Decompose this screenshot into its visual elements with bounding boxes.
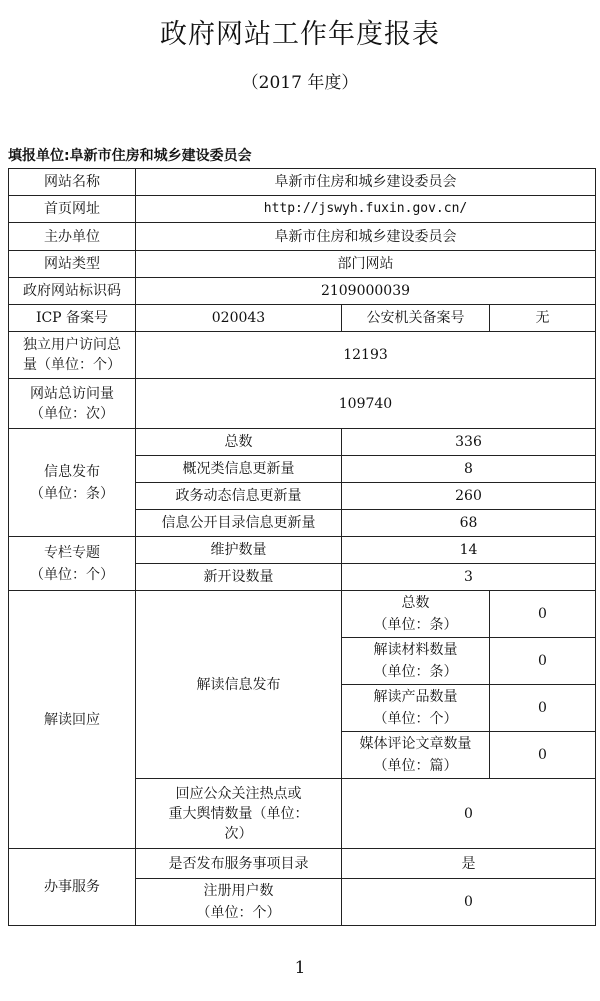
- info-overview-value: 8: [342, 456, 596, 483]
- home-url-value: http://jswyh.fuxin.gov.cn/: [136, 196, 596, 223]
- info-news-label: 政务动态信息更新量: [136, 483, 342, 510]
- info-total-label: 总数: [136, 429, 342, 456]
- organizer-value: 阜新市住房和城乡建设委员会: [136, 223, 596, 251]
- interpret-media-label: [342, 732, 490, 779]
- report-title: 政府网站工作年度报表: [160, 19, 440, 50]
- interpret-product-label-line: 解读产品数量: [373, 689, 458, 705]
- columns-maintained-value: 14: [342, 537, 596, 564]
- interpret-total-label: [342, 591, 490, 638]
- unique-visits-label-line: 量（单位：个）: [23, 357, 121, 373]
- police-record-label: 公安机关备案号: [342, 305, 490, 332]
- interpret-release-label: 解读信息发布: [136, 591, 342, 779]
- table-row: [9, 223, 596, 251]
- unique-visits-value: 12193: [136, 332, 596, 379]
- interpret-media-label-line: （单位：篇）: [373, 758, 458, 774]
- total-visits-label: [9, 379, 136, 429]
- service-catalog-label: 是否发布服务事项目录: [136, 849, 342, 879]
- unique-visits-label: [9, 332, 136, 379]
- site-id-label: 政府网站标识码: [9, 278, 136, 305]
- info-news-value: 260: [342, 483, 596, 510]
- filler-label: 填报单位:: [8, 148, 70, 164]
- columns-new-value: 3: [342, 564, 596, 591]
- columns-label: [9, 537, 136, 591]
- home-url-label: 首页网址: [9, 196, 136, 223]
- table-row: [9, 849, 596, 879]
- response-label-line: 次）: [224, 825, 253, 842]
- interpret-media-value: 0: [490, 732, 596, 779]
- interpret-total-value: 0: [490, 591, 596, 638]
- police-record-value: 无: [490, 305, 596, 332]
- columns-label-line: 专栏专题: [44, 544, 100, 561]
- registered-users-label-line: （单位：个）: [196, 905, 281, 921]
- info-release-label: [9, 429, 136, 537]
- info-overview-label: 概况类信息更新量: [136, 456, 342, 483]
- total-visits-label-line: 网站总访问量: [30, 385, 114, 402]
- filler-value: 阜新市住房和城乡建设委员会: [69, 148, 252, 164]
- icp-label: ICP 备案号: [9, 305, 136, 332]
- interpret-media-label-line: 媒体评论文章数量: [359, 736, 472, 752]
- registered-users-label: [136, 879, 342, 926]
- columns-maintained-label: 维护数量: [136, 537, 342, 564]
- interpret-product-value: 0: [490, 685, 596, 732]
- site-id-value: 2109000039: [136, 278, 596, 305]
- interpret-product-label: [342, 685, 490, 732]
- table-row: [9, 169, 596, 196]
- info-release-label-line: （单位：条）: [30, 485, 114, 502]
- interpret-material-label-line: （单位：条）: [373, 664, 458, 680]
- table-row: [9, 537, 596, 564]
- report-year: （2017 年度）: [241, 73, 359, 93]
- response-label-line: 回应公众关注热点或: [175, 785, 302, 802]
- site-name-value: 阜新市住房和城乡建设委员会: [136, 169, 596, 196]
- interpret-material-label-line: 解读材料数量: [373, 642, 458, 658]
- total-visits-value: 109740: [136, 379, 596, 429]
- icp-value: 020043: [136, 305, 342, 332]
- site-name-label: 网站名称: [9, 169, 136, 196]
- columns-new-label: 新开设数量: [136, 564, 342, 591]
- table-row: [9, 332, 596, 379]
- total-visits-label-line: （单位：次）: [30, 405, 114, 422]
- table-row: [9, 591, 596, 638]
- page-number: 1: [294, 958, 306, 978]
- table-row: [9, 429, 596, 456]
- info-total-value: 336: [342, 429, 596, 456]
- interpret-product-label-line: （单位：个）: [373, 711, 458, 727]
- info-catalog-value: 68: [342, 510, 596, 537]
- interpret-total-label-line: （单位：条）: [373, 617, 458, 633]
- unique-visits-label-line: 独立用户访问总: [23, 337, 121, 353]
- info-release-label-line: 信息发布: [44, 463, 100, 480]
- organizer-label: 主办单位: [9, 223, 136, 251]
- response-value: 0: [342, 779, 596, 849]
- response-label: [136, 779, 342, 849]
- interpret-material-label: [342, 638, 490, 685]
- registered-users-value: 0: [342, 879, 596, 926]
- interpret-label: 解读回应: [9, 591, 136, 849]
- interpret-material-value: 0: [490, 638, 596, 685]
- site-type-value: 部门网站: [136, 251, 596, 278]
- service-catalog-value: 是: [342, 849, 596, 879]
- report-table: [8, 168, 596, 926]
- table-row: [9, 305, 596, 332]
- table-row: [9, 278, 596, 305]
- service-label: 办事服务: [9, 849, 136, 926]
- registered-users-label-line: 注册用户数: [203, 883, 274, 899]
- table-row: [9, 379, 596, 429]
- table-row: [9, 251, 596, 278]
- site-type-label: 网站类型: [9, 251, 136, 278]
- filler-unit: [8, 145, 252, 165]
- columns-label-line: （单位：个）: [30, 566, 114, 583]
- interpret-total-label-line: 总数: [401, 595, 430, 611]
- table-row: [9, 196, 596, 223]
- response-label-line: 重大舆情数量（单位：: [168, 805, 309, 822]
- info-catalog-label: 信息公开目录信息更新量: [136, 510, 342, 537]
